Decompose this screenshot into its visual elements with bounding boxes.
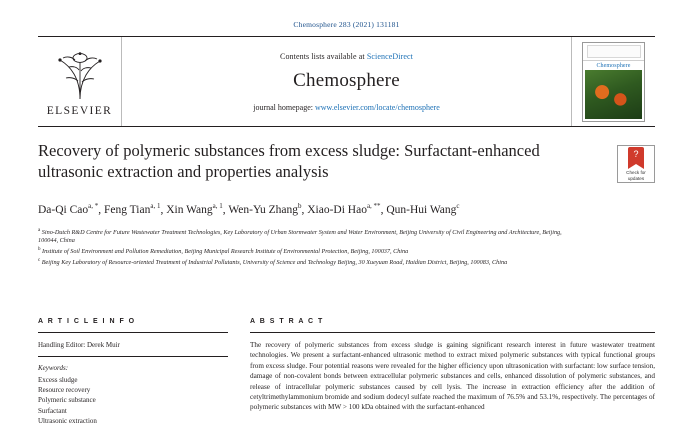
author[interactable] bbox=[38, 204, 98, 216]
handling-editor: Handling Editor: Derek Muir bbox=[38, 341, 120, 349]
author-marks: c bbox=[456, 202, 460, 210]
content-columns bbox=[38, 318, 655, 426]
elsevier-wordmark: ELSEVIER bbox=[46, 104, 113, 117]
crossmark-glyph-text: ? bbox=[633, 149, 639, 160]
keyword: Ultrasonic extraction bbox=[38, 416, 97, 425]
keyword: Polymeric substance bbox=[38, 396, 96, 405]
page-title: Recovery of polymeric substances from excess sludge: Surfactant-enhanced ultrasonic extraction and properties analysis bbox=[38, 141, 540, 181]
affiliation bbox=[38, 257, 578, 268]
affiliation-mark: b bbox=[38, 247, 41, 253]
keywords-rule bbox=[38, 356, 228, 357]
author-name: Da-Qi Cao bbox=[38, 203, 89, 216]
cover-artwork bbox=[585, 70, 642, 119]
crossmark-label-line1: Check for bbox=[626, 170, 646, 176]
keyword-list bbox=[38, 375, 228, 426]
affiliation-text: Sino-Dutch R&D Centre for Future Wastewater Treatment Technologies, Key Laboratory of Urban Stormwater System and Water Environment, Beijing University of Civil Engineering and Architecture, Beijing, 100044, China bbox=[38, 228, 562, 245]
author[interactable] bbox=[104, 204, 160, 216]
crossmark-label bbox=[626, 170, 646, 181]
journal-masthead bbox=[38, 36, 655, 127]
author-name: Qun-Hui Wang bbox=[386, 203, 457, 216]
affiliation bbox=[38, 246, 578, 257]
article-info-rule bbox=[38, 332, 228, 333]
affiliation-list bbox=[38, 227, 578, 268]
keyword: Excess sludge bbox=[38, 376, 78, 384]
elsevier-tree-icon bbox=[49, 49, 111, 103]
author-name: Xin Wang bbox=[166, 203, 213, 216]
author-marks: b bbox=[297, 202, 302, 210]
affiliation-text: Institute of Soil Environment and Pollution Remediation, Beijing Municipal Research Institute of Environmental Protection, Beijing, 100037, China bbox=[42, 248, 409, 256]
journal-center bbox=[122, 37, 571, 126]
cover-journal-name: Chemosphere bbox=[596, 62, 631, 69]
author[interactable] bbox=[166, 204, 223, 216]
author-marks: a, 1 bbox=[150, 202, 161, 210]
crossmark-badge[interactable] bbox=[617, 145, 655, 183]
journal-cover bbox=[571, 37, 655, 126]
author-name: Xiao-Di Hao bbox=[307, 203, 367, 216]
abstract-text: The recovery of polymeric substances from excess sludge is gaining significant research interest in future wastewater treatment technologies. We present a surfactant-enhanced ultrasonic method to extract mixed polymeric substances with typical functional groups from excess sludge. Four potential reasons were revealed for the higher efficiency upon ultrasonication with surfactant: low surface tension, damage of non-covalent bonds between extracellular polymeric substances and cells, enhanced dissolution of polymeric substances, and release of intracellular polymeric substances caused by cell lysis. The increase in extraction efficiency after the addition of cetyltrimethylammonium bromide and sodium dodecyl sulfate reached the maximum of 76.5% and 53.1%, respectively. The percentages of polymeric substances with MW > 100 kDa obtained with the surfactant-enhanced bbox=[250, 341, 655, 412]
affiliation-mark: a bbox=[38, 227, 41, 233]
keywords-heading: Keywords: bbox=[38, 364, 69, 372]
homepage-prefix: journal homepage: bbox=[253, 102, 315, 112]
author[interactable] bbox=[307, 204, 380, 216]
article-info-heading: A R T I C L E I N F O bbox=[38, 318, 136, 325]
author-name: Wen-Yu Zhang bbox=[228, 203, 298, 216]
affiliation bbox=[38, 227, 578, 246]
author-name: Feng Tian bbox=[104, 203, 151, 216]
cover-header-inner bbox=[587, 45, 641, 58]
crossmark-icon bbox=[628, 147, 644, 164]
journal-title: Chemosphere bbox=[293, 69, 400, 91]
contents-available-line bbox=[280, 52, 413, 61]
journal-homepage-line bbox=[253, 103, 440, 112]
article-info-column bbox=[38, 318, 228, 426]
title-block bbox=[38, 140, 655, 267]
author-marks: a, 1 bbox=[212, 202, 223, 210]
cover-header-band bbox=[583, 43, 644, 61]
abstract-column bbox=[250, 318, 655, 426]
keyword: Resource recovery bbox=[38, 386, 91, 395]
abstract-heading: A B S T R A C T bbox=[250, 318, 324, 325]
author-marks: a, * bbox=[88, 202, 99, 210]
abstract-rule bbox=[250, 332, 655, 333]
author[interactable] bbox=[386, 204, 459, 216]
affiliation-text: Beijing Key Laboratory of Resource-oriented Treatment of Industrial Pollutants, University of Science and Technology Beijing, 30 Xueyuan Road, Haidian District, Beijing, 100083, China bbox=[41, 258, 508, 266]
running-head: Chemosphere 283 (2021) 131181 bbox=[293, 20, 400, 29]
keyword: Surfactant bbox=[38, 406, 67, 415]
journal-homepage-link[interactable]: www.elsevier.com/locate/chemosphere bbox=[315, 102, 440, 112]
author-list: Da-Qi Cao$^{a, *}$, Feng Tian$^{a, 1}$, Xin Wang$^{a, 1}$, Wen-Yu Zhang$^b$, Xiao-Di Hao$^{a, **}$, Qun-Hui Wang$^c$ bbox=[38, 202, 460, 216]
contents-prefix: Contents lists available at bbox=[280, 51, 367, 61]
author[interactable] bbox=[228, 204, 301, 216]
affiliation-mark: c bbox=[38, 257, 41, 263]
elsevier-logo bbox=[38, 37, 122, 126]
author-marks: a, ** bbox=[366, 202, 381, 210]
journal-cover-thumbnail bbox=[582, 42, 645, 122]
crossmark-label-line2: updates bbox=[627, 175, 645, 181]
sciencedirect-link[interactable]: ScienceDirect bbox=[366, 51, 413, 61]
